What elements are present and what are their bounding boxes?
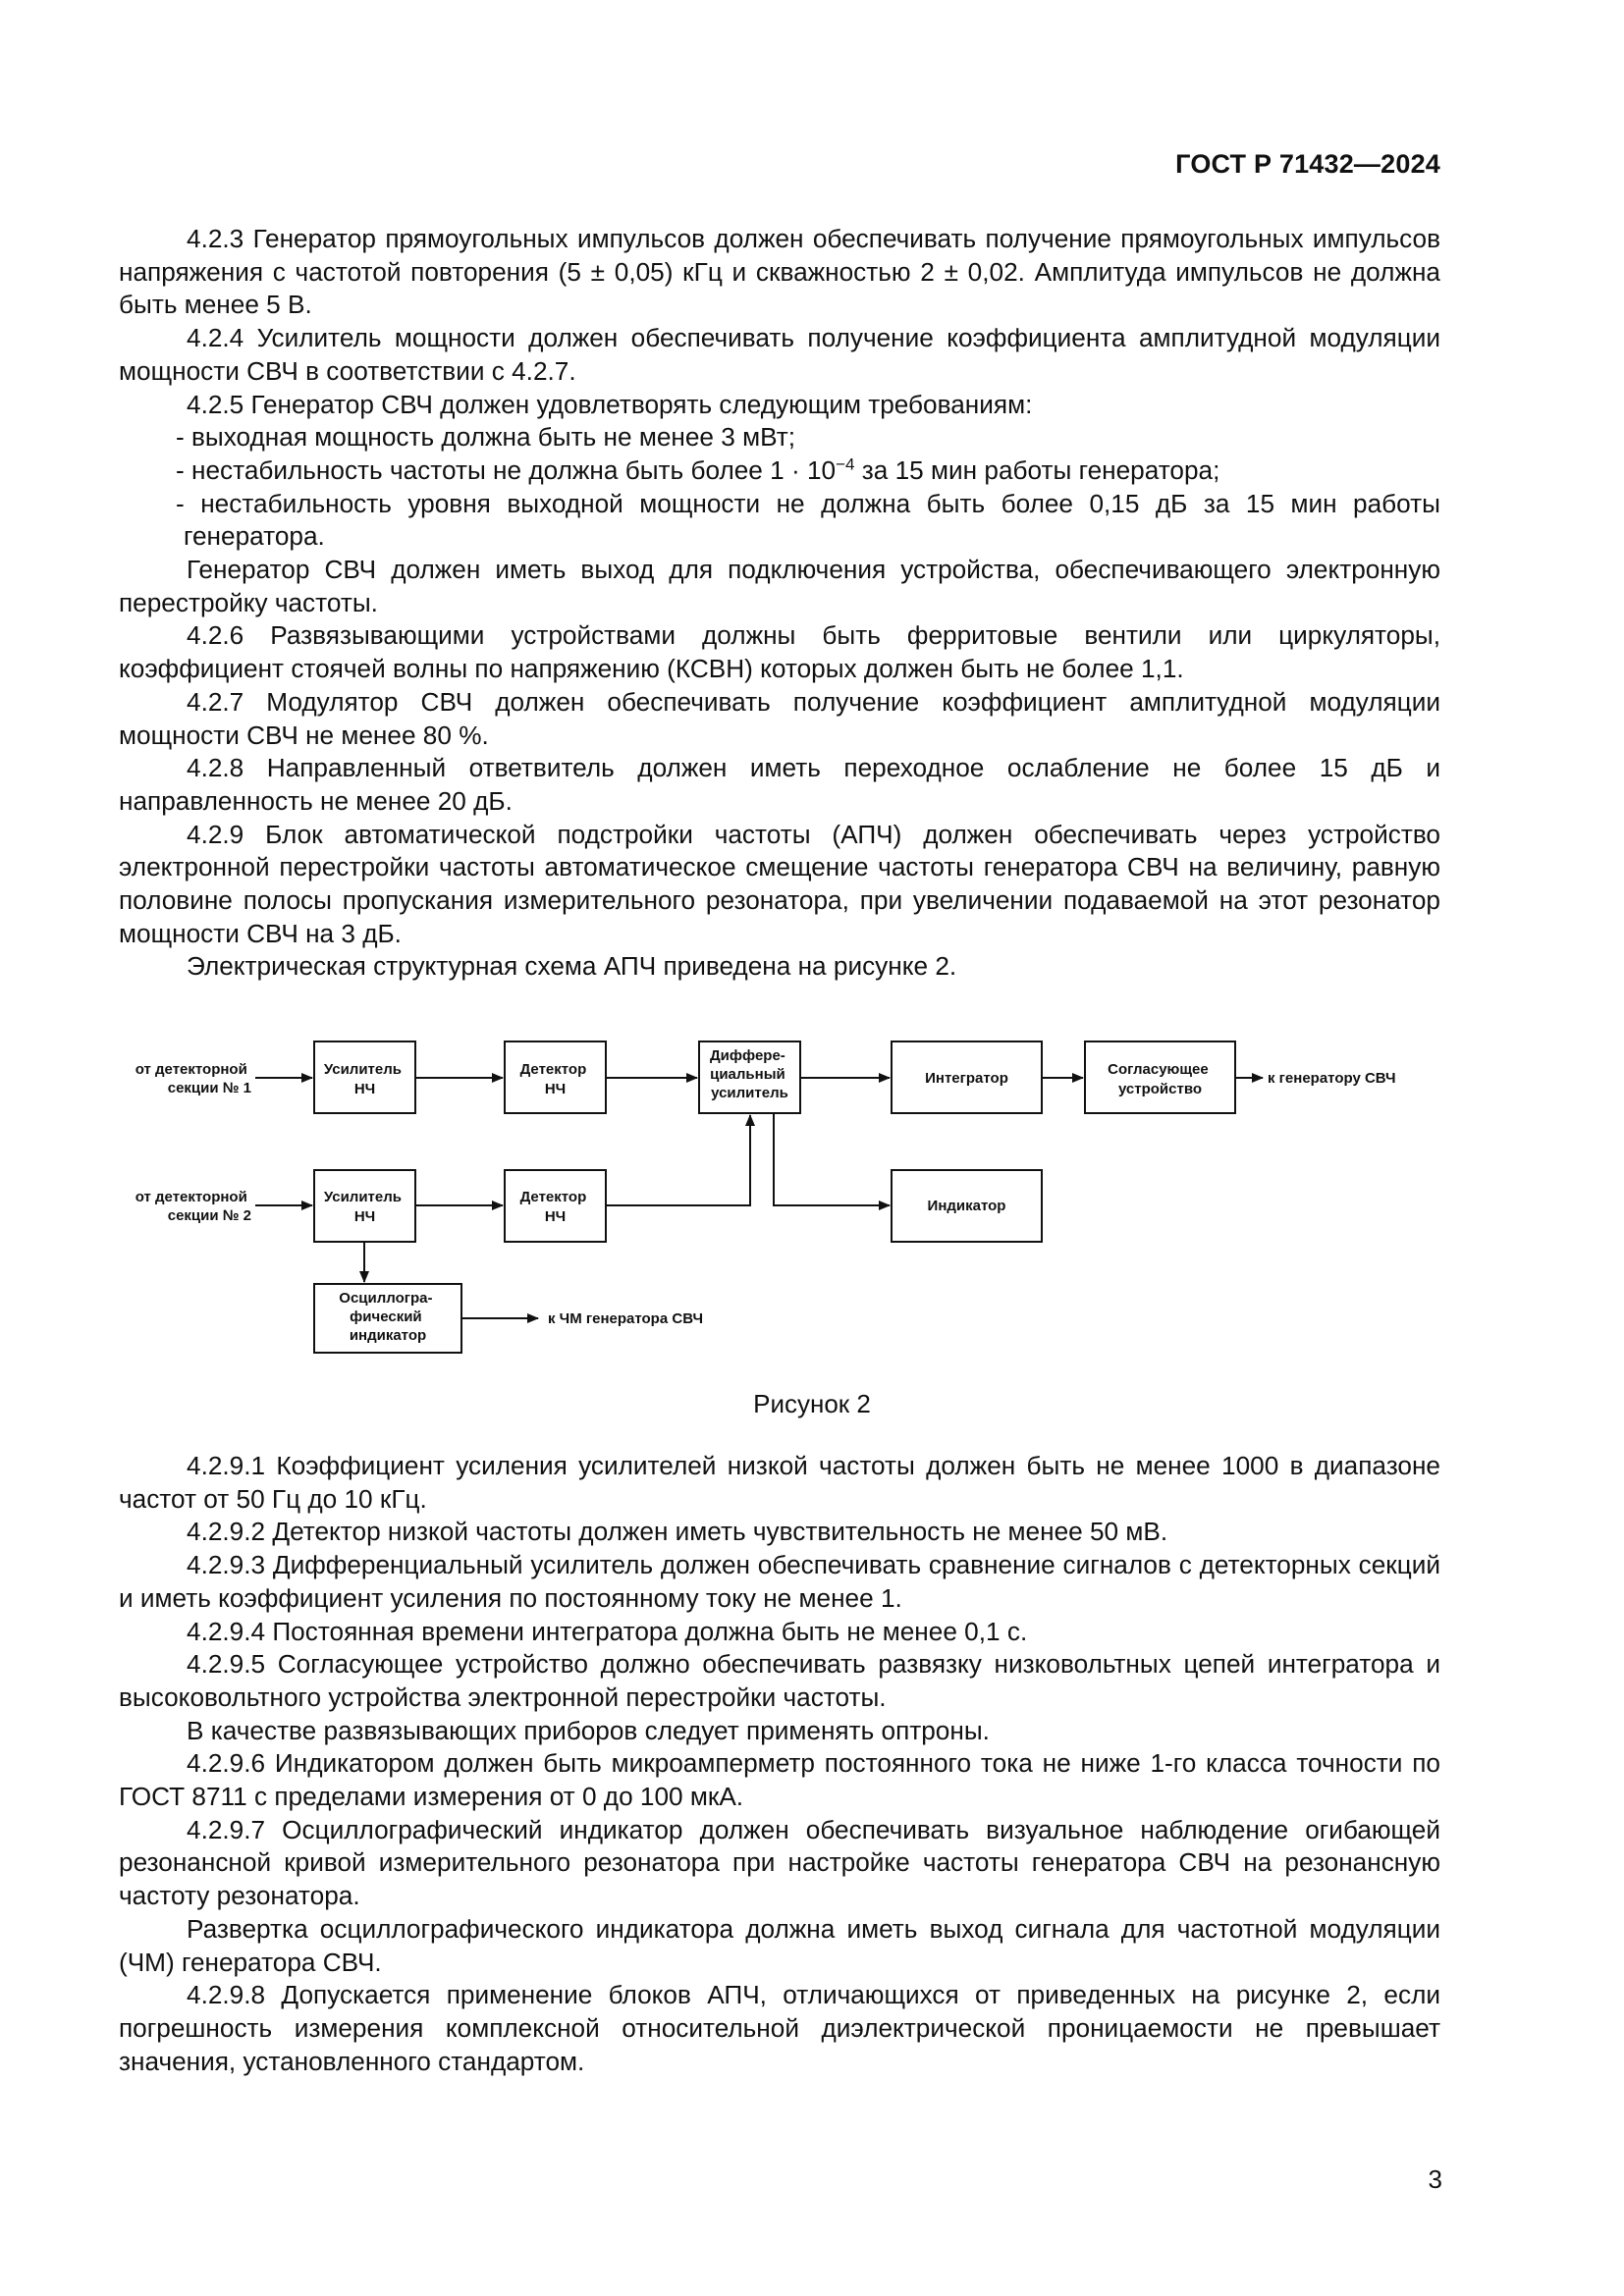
upper-text: [119, 223, 1440, 984]
label-input-1: от детекторной секции № 1: [135, 1061, 251, 1096]
text-amp-lf-2: Усилитель НЧ: [323, 1189, 402, 1225]
paragraph-sweep-output: Развертка осциллографического индикатора должна иметь выход сигнала для частотной модуляции (ЧМ) генератора СВЧ.: [119, 1913, 1440, 1977]
text-detector-lf-1: Детектор НЧ: [519, 1061, 587, 1097]
text-matching-device: Согласующее устройство: [1108, 1061, 1209, 1097]
paragraph-4-2-7: 4.2.7 Модулятор СВЧ должен обеспечивать получение коэффициент амплитудной модуляции мощности СВЧ не менее 80 %.: [119, 686, 1440, 750]
paragraph-generator-output: Генератор СВЧ должен иметь выход для подключения устройства, обеспечивающего электронную перестройку частоты.: [119, 555, 1440, 617]
paragraph-4-2-6: 4.2.6 Развязывающими устройствами должны быть ферритовые вентили или циркуляторы, коэффициент стоячей волны по напряжению (КСВН) которых должен быть не более 1,1.: [119, 620, 1440, 684]
lower-text: [119, 1450, 1440, 2078]
list-item-output-power: - выходная мощность должна быть не менее 3 мВт;: [176, 422, 795, 453]
list-item-text: - нестабильность частоты не должна быть более 1 · 10: [176, 454, 837, 485]
text-detector-lf-2: Детектор НЧ: [519, 1189, 587, 1225]
paragraph-4-2-3: 4.2.3 Генератор прямоугольных импульсов должен обеспечивать получение прямоугольных импульсов напряжения с частотой повторения (5 ± 0,05) кГц и скважностью 2 ± 0,02. Амплитуда импульсов не должна быть менее 5 В.: [119, 224, 1440, 320]
block-detector-lf-2: [505, 1170, 606, 1242]
conn-diff-indicator: [774, 1113, 890, 1205]
paragraph-4-2-9-4: 4.2.9.4 Постоянная времени интегратора должна быть не менее 0,1 с.: [187, 1616, 1028, 1646]
block-amp-lf-2: [314, 1170, 415, 1242]
paragraph-4-2-8: 4.2.8 Направленный ответвитель должен иметь переходное ослабление не более 15 дБ и направленность не менее 20 дБ.: [119, 753, 1440, 816]
exponent: −4: [836, 454, 855, 474]
paragraph-4-2-9-5: 4.2.9.5 Согласующее устройство должно обеспечивать развязку низковольтных цепей интегратора и высоковольтного устройства электронной перестройки частоты.: [119, 1649, 1440, 1712]
list-item-frequency-instability: [119, 454, 1440, 488]
paragraph-figure-ref: Электрическая структурная схема АПЧ приведена на рисунке 2.: [187, 951, 957, 982]
paragraph-4-2-9-3: 4.2.9.3 Дифференциальный усилитель должен обеспечивать сравнение сигналов с детекторных секций и иметь коэффициент усиления по постоянному току не менее 1.: [119, 1550, 1440, 1613]
block-diagram-svg: [126, 1021, 1441, 1364]
block-diagram: [126, 1021, 1441, 1364]
paragraph-4-2-9-1: 4.2.9.1 Коэффициент усиления усилителей низкой частоты должен быть не менее 1000 в диапазоне частот от 50 Гц до 10 кГц.: [119, 1451, 1440, 1514]
text-amp-lf-1: Усилитель НЧ: [323, 1061, 402, 1097]
paragraph-4-2-9-8: 4.2.9.8 Допускается применение блоков АПЧ, отличающихся от приведенных на рисунке 2, если погрешность измерения комплексной относительной диэлектрической проницаемости не превышает значения, установленного стандартом.: [119, 1980, 1440, 2076]
list-item-text: за 15 мин работы генератора;: [854, 454, 1220, 485]
paragraph-4-2-4: 4.2.4 Усилитель мощности должен обеспечивать получение коэффициента амплитудной модуляции мощности СВЧ в соответствии с 4.2.7.: [119, 323, 1440, 386]
text-integrator: Интегратор: [925, 1070, 1008, 1087]
label-input-2: от детекторной секции № 2: [135, 1189, 251, 1224]
conn-det2-diff: [606, 1115, 750, 1205]
paragraph-4-2-5: 4.2.5 Генератор СВЧ должен удовлетворять следующим требованиям:: [187, 389, 1033, 419]
text-oscillo-indicator: Осциллогра- фический индикатор: [339, 1290, 433, 1344]
document-header: ГОСТ Р 71432—2024: [1175, 149, 1440, 179]
label-output-fm: к ЧМ генератора СВЧ: [548, 1310, 703, 1327]
paragraph-4-2-9-2: 4.2.9.2 Детектор низкой частоты должен иметь чувствительность не менее 50 мВ.: [187, 1517, 1168, 1547]
figure-caption: Рисунок 2: [753, 1389, 871, 1418]
text-indicator: Индикатор: [927, 1198, 1006, 1214]
list-item-power-instability: - нестабильность уровня выходной мощности не должна быть более 0,15 дБ за 15 мин работы генератора.: [176, 488, 1440, 552]
paragraph-4-2-9: 4.2.9 Блок автоматической подстройки частоты (АПЧ) должен обеспечивать через устройство электронной перестройки частоты автоматическое смещение частоты генератора СВЧ на величину, равную половине полосы пропускания измерительного резонатора, при увеличении подаваемой на этот резонатор мощности СВЧ на 3 дБ.: [119, 819, 1440, 948]
paragraph-4-2-9-6: 4.2.9.6 Индикатором должен быть микроамперметр постоянного тока не ниже 1-го класса точности по ГОСТ 8711 с пределами измерения от 0 до 100 мкА.: [119, 1748, 1440, 1812]
paragraph-optocouplers: В качестве развязывающих приборов следует применять оптроны.: [187, 1715, 990, 1745]
page-number: 3: [1428, 2164, 1442, 2194]
text-diff-amp: Диффере- циальный усилитель: [710, 1047, 788, 1101]
label-output-generator: к генератору СВЧ: [1268, 1070, 1396, 1087]
paragraph-4-2-9-7: 4.2.9.7 Осциллографический индикатор должен обеспечивать визуальное наблюдение огибающей резонансной кривой измерительного резонатора при настройке частоты генератора СВЧ на резонансную частоту резонатора.: [119, 1814, 1440, 1911]
